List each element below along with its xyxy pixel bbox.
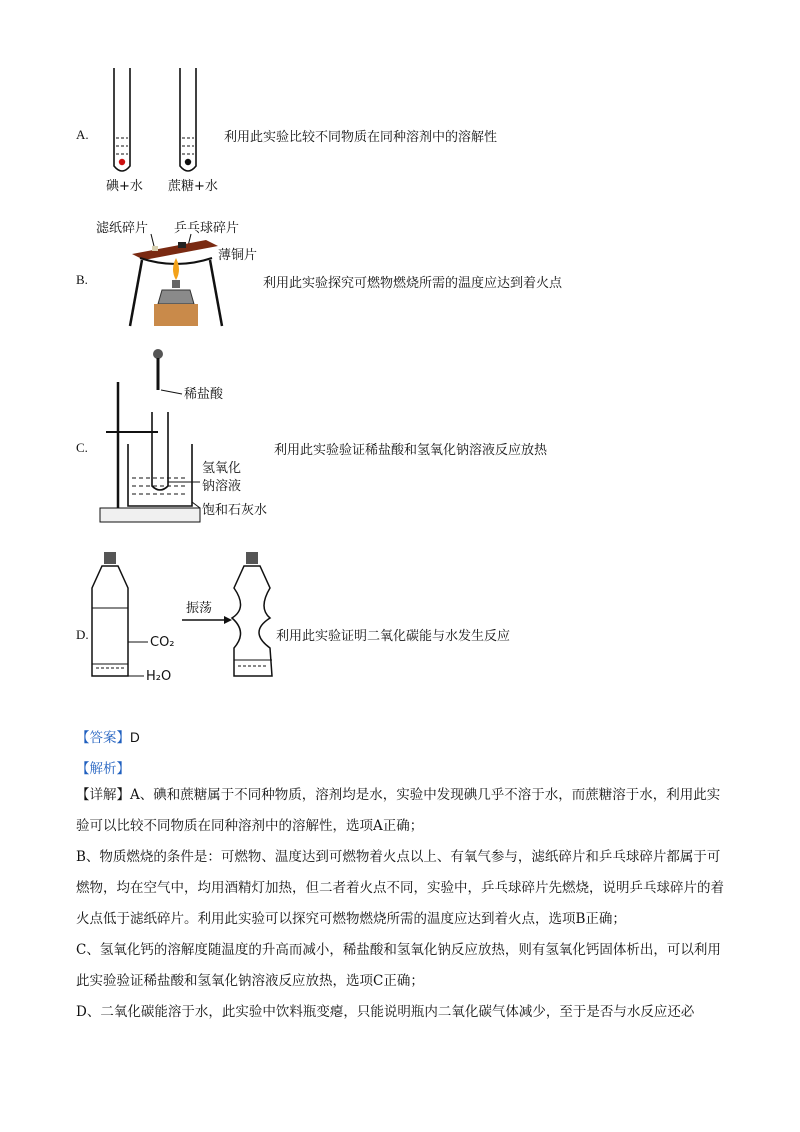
answer-line [76,726,140,746]
option-a-letter: A. [76,127,89,142]
iodine-particle [119,159,125,165]
flame [173,258,179,280]
figure-c-beaker-setup [98,346,278,526]
answer-value: D [130,730,140,745]
label-shake: 振荡 [186,601,213,616]
detail-paragraph-d: D、二氧化碳能溶于水，此实验中饮料瓶变瘪，只能说明瓶内二氧化碳气体减少，至于是否与水反应还必 [76,1004,695,1020]
label-iodine-water: 碘+水 [106,179,143,194]
option-d-letter: D. [76,627,89,642]
label-h2o: H₂O [146,669,172,684]
option-b-caption: 利用此实验探究可燃物燃烧所需的温度应达到着火点 [263,276,563,291]
label-naoh-1: 氢氧化 [202,461,242,476]
label-naoh-2: 钠溶液 [202,479,242,494]
bottle-after [232,552,272,676]
detail-block [76,780,732,1028]
figure-b-burning-test [96,218,266,332]
figure-d-bottle-shake [88,548,278,688]
detail-paragraph-c: C、氢氧化钙的溶解度随温度的升高而减小，稀盐酸和氢氧化钠反应放热，则有氢氧化钙固体析出，可以利用此实验验证稀盐酸和氢氧化钠溶液反应放热，选项C正确； [76,942,721,989]
option-c-caption: 利用此实验验证稀盐酸和氢氧化钠溶液反应放热 [274,443,548,458]
analysis-label: 【解析】 [76,761,130,777]
alcohol-lamp [158,290,194,304]
label-co2: CO₂ [150,635,175,650]
sucrose-particle [185,159,191,165]
iodine-test-tube [114,68,130,171]
answer-label: 【答案】 [76,730,130,746]
figure-a-test-tubes [100,64,230,196]
label-dilute-hcl: 稀盐酸 [184,387,224,402]
detail-paragraph-b: B、物质燃烧的条件是：可燃物、温度达到可燃物着火点以上、有氧气参与，滤纸碎片和乒乓球碎片都属于可燃物，均在空气中，均用酒精灯加热，但二者着火点不同，实验中，乒乓球碎片先燃烧，说明乒乓球碎片的着火点低于滤纸碎片。利用此实验可以探究可燃物燃烧所需的温度应达到着火点，选项B正确； [76,849,724,927]
sucrose-test-tube [180,68,196,171]
wood-block [154,304,198,326]
option-a-caption: 利用此实验比较不同物质在同种溶剂中的溶解性 [224,130,498,145]
beaker [128,444,192,506]
option-d-caption: 利用此实验证明二氧化碳能与水发生反应 [276,629,511,644]
copper-sheet [132,240,218,260]
bottle-before [92,552,128,676]
detail-label: 【详解】 [76,787,130,803]
option-b-letter: B. [76,272,88,287]
label-pingpong: 乒乓球碎片 [174,221,240,236]
dropper-bulb [153,349,163,359]
label-sucrose-water: 蔗糖+水 [168,179,218,194]
option-c-letter: C. [76,440,88,455]
label-copper-sheet: 薄铜片 [218,248,258,263]
detail-paragraph-a: 【详解】A、碘和蔗糖属于不同种物质，溶剂均是水，实验中发现碘几乎不溶于水，而蔗糖溶于水，利用此实验可以比较不同物质在同种溶剂中的溶解性，选项A正确； [76,787,721,834]
label-filter-paper: 滤纸碎片 [96,221,149,236]
label-limewater: 饱和石灰水 [202,503,268,518]
